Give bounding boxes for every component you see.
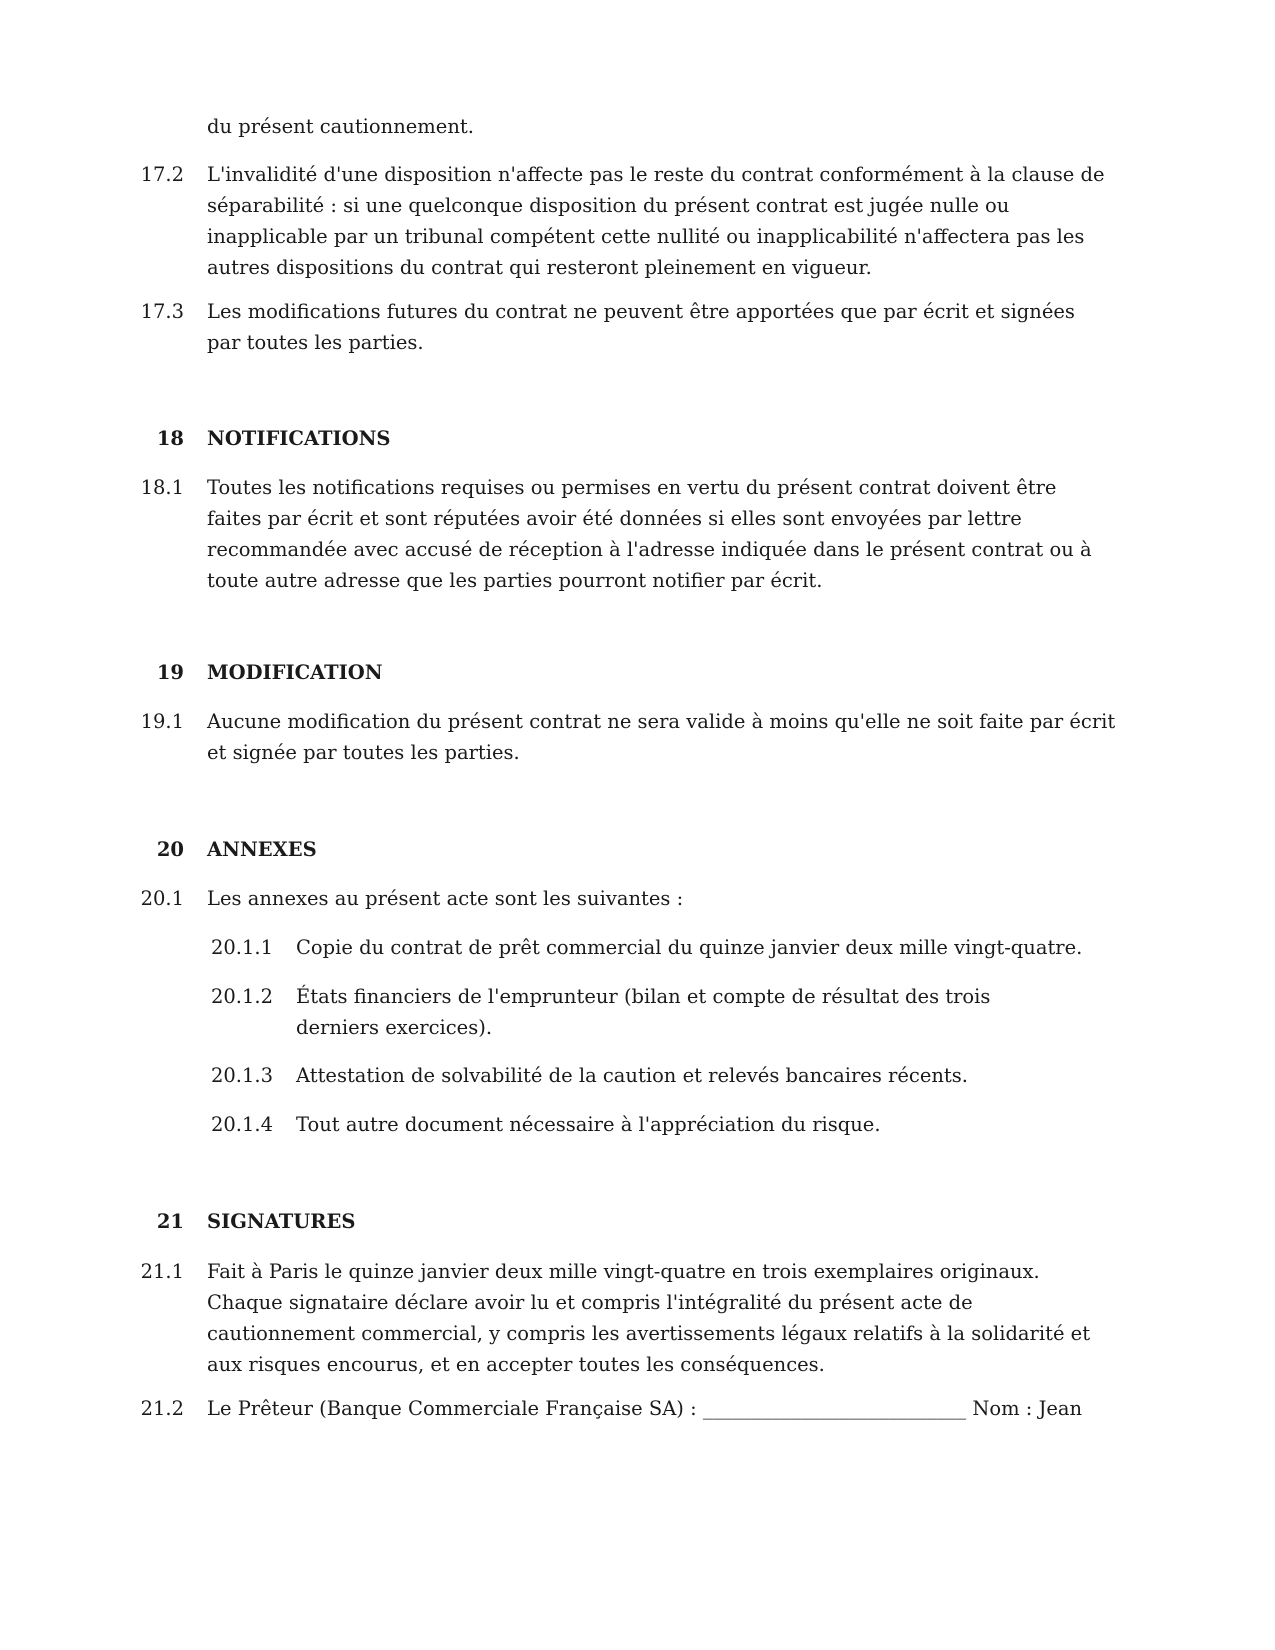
- subclause-number: 20.1.3: [210, 1064, 273, 1087]
- section-title: MODIFICATION: [207, 661, 383, 684]
- clause-number: 21.2: [140, 1397, 184, 1420]
- subclause-number: 20.1.1: [210, 936, 273, 959]
- subclause-number: 20.1.4: [210, 1113, 273, 1136]
- clause-text: Fait à Paris le quinze janvier deux mille vingt-quatre en trois exemplaires originaux. Chaque signataire déclare avoir lu et compris l'intégralité du présent acte de cautionnement commercial, y compris les avertissements légaux relatifs à la solidarité et aux risques encourus, et en accepter toutes les conséquences.: [207, 1260, 1091, 1376]
- section-number: 21: [156, 1210, 184, 1233]
- subclause-text: Attestation de solvabilité de la caution et relevés bancaires récents.: [296, 1064, 968, 1087]
- clause-number: 19.1: [140, 710, 184, 733]
- subclause-text: États financiers de l'emprunteur (bilan et compte de résultat des trois derniers exercices).: [296, 985, 991, 1039]
- section-number: 18: [156, 427, 184, 450]
- section-number: 19: [156, 661, 184, 684]
- clause-number: 17.3: [140, 300, 184, 323]
- section-number: 20: [156, 838, 184, 861]
- clause-text: L'invalidité d'une disposition n'affecte pas le reste du contrat conformément à la clause de séparabilité : si une quelconque disposition du présent contrat est jugée nulle ou inapplicable par un tribunal compétent cette nullité ou inapplicabilité n'affectera pas les autres dispositions du contrat qui resteront pleinement en vigueur.: [207, 163, 1105, 279]
- section-title: NOTIFICATIONS: [207, 427, 391, 450]
- continuation-text: du présent cautionnement.: [207, 115, 474, 138]
- clause-text: Aucune modification du présent contrat ne sera valide à moins qu'elle ne soit faite par écrit et signée par toutes les parties.: [207, 710, 1116, 764]
- clause-number: 18.1: [140, 476, 184, 499]
- subclause-number: 20.1.2: [210, 985, 273, 1008]
- clause-number: 17.2: [140, 163, 184, 186]
- clause-number: 21.1: [140, 1260, 184, 1283]
- clause-number: 20.1: [140, 887, 184, 910]
- clause-text: Les annexes au présent acte sont les suivantes :: [207, 887, 684, 910]
- subclause-text: Copie du contrat de prêt commercial du quinze janvier deux mille vingt-quatre.: [296, 936, 1083, 959]
- clause-text: Les modifications futures du contrat ne peuvent être apportées que par écrit et signées par toutes les parties.: [207, 300, 1075, 354]
- section-title: ANNEXES: [207, 838, 317, 861]
- subclause-text: Tout autre document nécessaire à l'appréciation du risque.: [296, 1113, 881, 1136]
- section-title: SIGNATURES: [207, 1210, 356, 1233]
- clause-text: Toutes les notifications requises ou permises en vertu du présent contrat doivent être faites par écrit et sont réputées avoir été données si elles sont envoyées par lettre recommandée avec accusé de réception à l'adresse indiquée dans le présent contrat ou à toute autre adresse que les parties pourront notifier par écrit.: [207, 476, 1092, 592]
- signature-line-text: Le Prêteur (Banque Commerciale Française SA) : ___________________________ Nom : Jean: [207, 1397, 1083, 1420]
